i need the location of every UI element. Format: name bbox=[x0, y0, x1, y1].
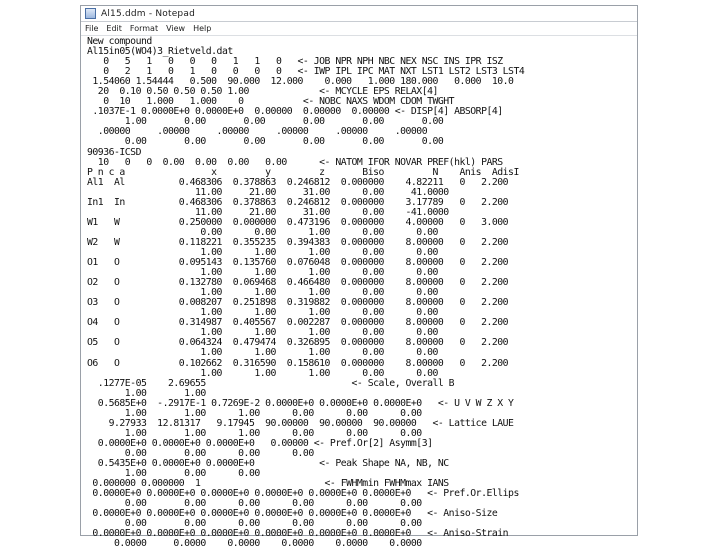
text-line: 0.0000E+0 0.0000E+0 0.0000E+0 0.00000 <- Pref.Or[2] Asymm[3] bbox=[87, 437, 433, 449]
text-line: W2 W 0.118221 0.355235 0.394383 0.000000 8.00000 0 2.200 bbox=[87, 236, 509, 248]
text-line: 11.00 21.00 31.00 0.00 41.0000 bbox=[87, 186, 449, 198]
text-line: 1.00 1.00 1.00 0.00 0.00 bbox=[87, 347, 438, 359]
text-line: O4 O 0.314987 0.405567 0.002287 0.000000 8.00000 0 2.200 bbox=[87, 317, 509, 329]
text-line: .1277E-05 2.69655 <- Scale, Overall B bbox=[87, 377, 455, 389]
text-line: 1.00 1.00 1.00 0.00 0.00 bbox=[87, 367, 438, 379]
text-line: 0.00 0.00 0.00 0.00 bbox=[87, 447, 314, 459]
text-line: 0 2 1 0 1 0 0 0 0 <- IWP IPL IPC MAT NXT LST1 LST2 LST3 LST4 bbox=[87, 66, 525, 78]
text-line: 0.0000E+0 0.0000E+0 0.0000E+0 0.0000E+0 0.0000E+0 0.0000E+0 <- Pref.Or.Ellips bbox=[87, 488, 519, 500]
text-line: .00000 .00000 .00000 .00000 .00000 .00000 bbox=[87, 126, 428, 138]
text-line: O2 O 0.132780 0.069468 0.466480 0.000000 8.00000 0 2.200 bbox=[87, 277, 509, 289]
menu-file[interactable]: File bbox=[85, 24, 99, 33]
text-line: 0 10 1.000 1.000 0 <- NOBC NAXS WDOM CDOM TWGHT bbox=[87, 96, 455, 108]
notepad-window bbox=[80, 5, 638, 549]
window-title: Al15.ddm - Notepad bbox=[101, 8, 195, 19]
text-line: 0.5685E+0 -.2917E-1 0.7269E-2 0.0000E+0 0.0000E+0 0.0000E+0 <- U V W Z X Y bbox=[87, 397, 514, 409]
text-line: 0.5435E+0 0.0000E+0 0.0000E+0 <- Peak Shape NA, NB, NC bbox=[87, 457, 449, 469]
text-line: 1.00 1.00 1.00 0.00 0.00 0.00 bbox=[87, 407, 422, 419]
text-line: 1.00 1.00 1.00 0.00 0.00 bbox=[87, 267, 438, 279]
text-line: 1.00 0.00 0.00 0.00 0.00 0.00 bbox=[87, 116, 444, 128]
notepad-icon bbox=[85, 8, 96, 19]
text-line: O5 O 0.064324 0.479474 0.326895 0.000000 8.00000 0 2.200 bbox=[87, 337, 509, 349]
menu-bar bbox=[81, 22, 637, 36]
text-line: 10 0 0 0.00 0.00 0.00 0.00 <- NATOM IFOR NOVAR PREF(hkl) PARS bbox=[87, 156, 503, 168]
text-line: 0.0000E+0 0.0000E+0 0.0000E+0 0.0000E+0 0.0000E+0 0.0000E+0 <- Aniso-Strain bbox=[87, 528, 509, 540]
text-line: 11.00 21.00 31.00 0.00 -41.0000 bbox=[87, 206, 449, 218]
text-line: 1.00 1.00 1.00 0.00 0.00 0.00 bbox=[87, 427, 422, 439]
text-line: 1.00 1.00 1.00 0.00 0.00 bbox=[87, 327, 438, 339]
text-line: 0.00 0.00 0.00 0.00 0.00 0.00 bbox=[87, 136, 444, 148]
menu-view[interactable]: View bbox=[166, 24, 186, 33]
text-line: New compound bbox=[87, 36, 152, 47]
text-line: 1.00 1.00 bbox=[87, 387, 206, 399]
text-line: 0.00 0.00 1.00 0.00 0.00 bbox=[87, 226, 438, 238]
text-line: Al15in05(WO4)3_Rietveld.dat bbox=[87, 46, 233, 58]
menu-edit[interactable]: Edit bbox=[106, 24, 122, 33]
text-line: 1.00 0.00 0.00 bbox=[87, 468, 260, 480]
text-line: 9.27933 12.81317 9.17945 90.00000 90.00000 90.00000 <- Lattice LAUE bbox=[87, 417, 514, 429]
text-line: 90936-ICSD bbox=[87, 146, 141, 158]
text-line: 0.00 0.00 0.00 0.00 0.00 0.00 bbox=[87, 498, 422, 510]
title-bar[interactable] bbox=[81, 6, 637, 22]
text-line: 1.00 1.00 1.00 0.00 0.00 bbox=[87, 307, 438, 319]
text-line: .1037E-1 0.0000E+0 0.0000E+0 0.00000 0.00000 0.00000 <- DISP[4] ABSORP[4] bbox=[87, 106, 503, 118]
menu-format[interactable]: Format bbox=[129, 24, 159, 33]
text-line: Al1 Al 0.468306 0.378863 0.246812 0.000000 4.82211 0 2.200 bbox=[87, 176, 509, 188]
text-line: 0.000000 0.000000 1 <- FWHMmin FWHMmax IANS bbox=[87, 478, 449, 490]
text-line: 1.00 1.00 1.00 0.00 0.00 bbox=[87, 246, 438, 258]
text-line: 1.54060 1.54444 0.500 90.000 12.000 0.000 1.000 180.000 0.000 10.0 bbox=[87, 76, 514, 88]
text-line: P n c a x y z Biso N Anis AdisI bbox=[87, 166, 519, 178]
text-line: W1 W 0.250000 0.000000 0.473196 0.000000 4.00000 0 3.000 bbox=[87, 216, 509, 228]
text-line: 0.0000E+0 0.0000E+0 0.0000E+0 0.0000E+0 0.0000E+0 0.0000E+0 <- Aniso-Size bbox=[87, 508, 498, 520]
menu-help[interactable]: Help bbox=[193, 24, 212, 33]
text-line: 1.00 1.00 1.00 0.00 0.00 bbox=[87, 287, 438, 299]
text-line: 0.0000 0.0000 0.0000 0.0000 0.0000 0.0000 bbox=[87, 538, 422, 549]
text-line: 0 5 1 0 0 0 1 1 0 <- JOB NPR NPH NBC NEX NSC INS IPR ISZ bbox=[87, 56, 503, 68]
text-line: 20 0.10 0.50 0.50 0.50 1.00 <- MCYCLE EPS RELAX[4] bbox=[87, 86, 438, 98]
text-line: In1 In 0.468306 0.378863 0.246812 0.000000 3.17789 0 2.200 bbox=[87, 196, 509, 208]
text-line: 0.00 0.00 0.00 0.00 0.00 0.00 bbox=[87, 518, 422, 530]
text-line: O1 O 0.095143 0.135760 0.076048 0.000000 8.00000 0 2.200 bbox=[87, 257, 509, 269]
text-line: O6 O 0.102662 0.316590 0.158610 0.000000 8.00000 0 2.200 bbox=[87, 357, 509, 369]
text-editor-area[interactable] bbox=[81, 36, 637, 549]
text-line: O3 O 0.008207 0.251898 0.319882 0.000000 8.00000 0 2.200 bbox=[87, 297, 509, 309]
